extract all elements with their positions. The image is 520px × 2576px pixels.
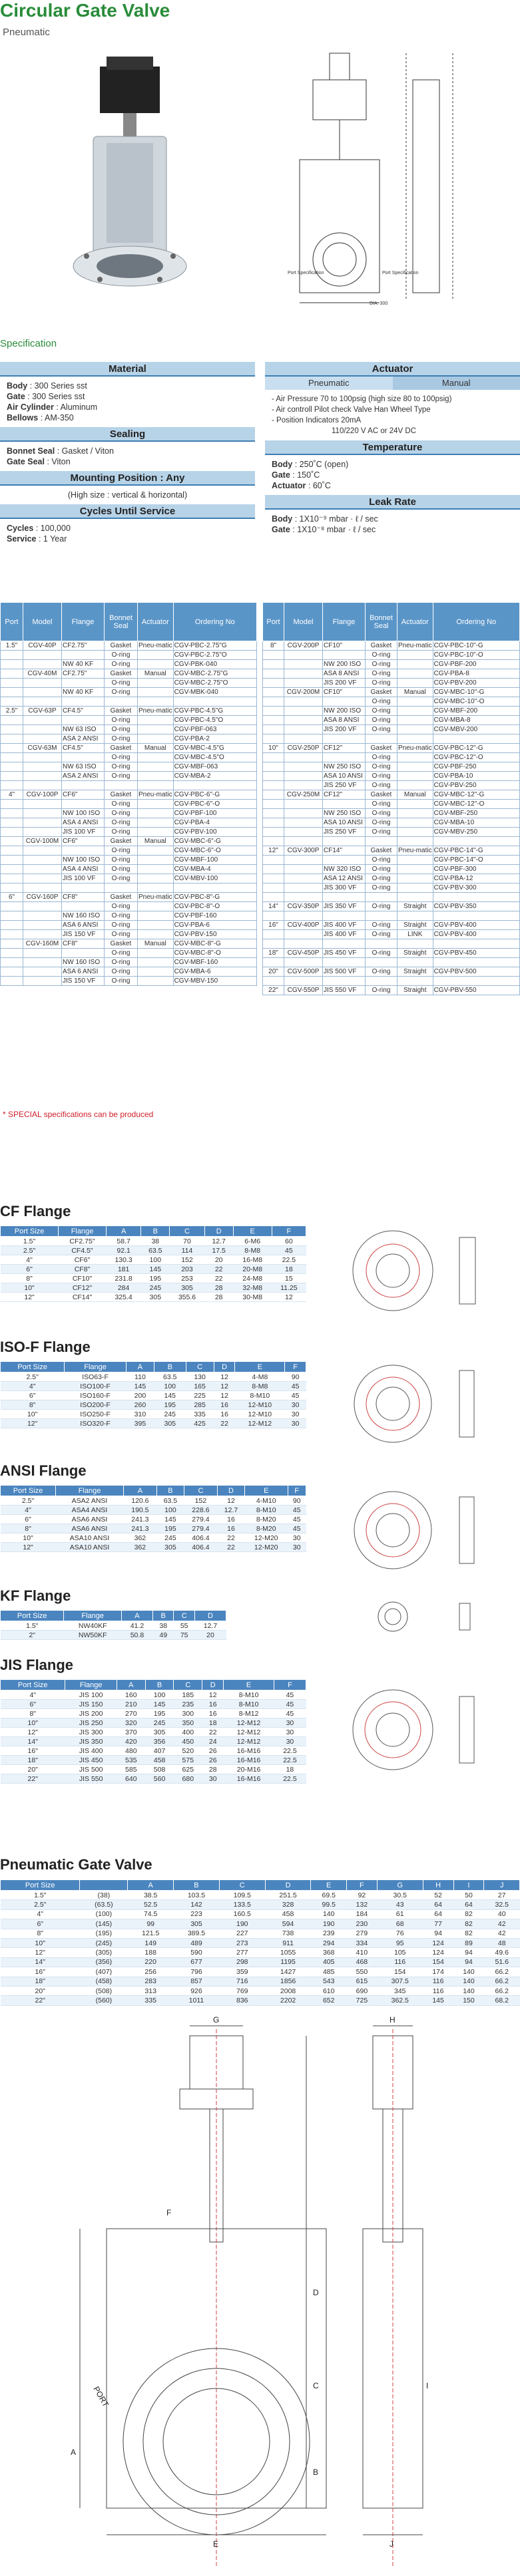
col-bonnet: Bonnet Seal <box>105 603 138 641</box>
cf-header: Port Size <box>1 1226 59 1237</box>
order-row: NW 63 ISO O-ring CGV-MBF-063 <box>1 762 257 772</box>
order-row: ASA 6 ANSI O-ring CGV-MBA-6 <box>1 967 257 977</box>
leak-list: Body : 1X10⁻⁹ mbar · ℓ / sec Gate : 1X10⁻⁸ mbar · ℓ / sec <box>272 514 378 534</box>
order-row <box>263 734 520 744</box>
table-row: 8" CF10" 231.8 195 253 22 24-M8 15 <box>1 1274 306 1283</box>
order-row: JIS 150 VF O-ring CGV-MBV-150 <box>1 977 257 986</box>
order-row: JIS 400 VF O-ring LINK CGV-PBV-400 <box>263 930 520 939</box>
jis-header: F <box>274 1680 306 1690</box>
table-row: 12" JIS 300 370 305 400 22 12-M12 30 <box>1 1728 306 1737</box>
pgv-header: D <box>265 1880 311 1891</box>
table-row: 2" NW50KF 50.8 49 75 20 <box>1 1631 226 1640</box>
jis-header: Port Size <box>1 1680 65 1690</box>
table-row: 10" JIS 250 320 245 350 18 12-M12 30 <box>1 1718 306 1728</box>
order-row: O-ring CGV-MBC-4.5"O <box>1 753 257 762</box>
table-row: 8" JIS 200 270 195 300 16 8-M12 45 <box>1 1709 306 1718</box>
iso-header: B <box>154 1362 186 1372</box>
order-row <box>263 977 520 986</box>
jis-header: A <box>117 1680 145 1690</box>
order-row: NW 160 ISO O-ring CGV-PBF-160 <box>1 911 257 921</box>
ansi-header: B <box>156 1486 184 1496</box>
ansi-header: D <box>217 1486 244 1496</box>
pgv-header: E <box>311 1880 347 1891</box>
order-row: NW 40 KF O-ring CGV-MBK-040 <box>1 688 257 697</box>
spec-right-column <box>265 362 520 539</box>
jis-table <box>0 1679 306 1784</box>
ansi-header: F <box>288 1486 306 1496</box>
cf-header: D <box>204 1226 233 1237</box>
table-row: 2.5" ISO63-F 110 63.5 130 12 4-M8 90 <box>1 1372 306 1382</box>
order-row: CGV-100M CF6" Gasket Manual CGV-MBC-6"-G <box>1 837 257 846</box>
order-row <box>263 837 520 846</box>
order-row: NW 250 ISO O-ring CGV-MBF-250 <box>263 809 520 818</box>
order-row: NW 250 ISO O-ring CGV-PBF-250 <box>263 762 520 772</box>
col-model: Model <box>23 603 62 641</box>
order-row: O-ring CGV-MBC-8"-O <box>1 949 257 958</box>
jis-header: B <box>145 1680 174 1690</box>
actuator-title: Actuator <box>265 362 520 377</box>
order-row <box>263 939 520 949</box>
kf-title: KF Flange <box>0 1587 71 1604</box>
kf-header: Flange <box>64 1611 121 1621</box>
col-port: Port <box>1 603 23 641</box>
table-row: 6" ASA6 ANSI 241.3 145 279.4 16 8-M20 45 <box>1 1515 306 1524</box>
order-row: NW 320 ISO O-ring CGV-PBF-300 <box>263 865 520 874</box>
dim-g: G <box>213 2016 220 2024</box>
order-row: O-ring CGV-PBC-8"-O <box>1 902 257 911</box>
order-row: O-ring CGV-PBC-2.75"O <box>1 651 257 660</box>
kf-header: Port Size <box>1 1611 64 1621</box>
jis-title: JIS Flange <box>0 1657 74 1673</box>
iso-title: ISO-F Flange <box>0 1339 91 1355</box>
col-actuator: Actuator <box>138 603 174 641</box>
sealing-title: Sealing <box>0 427 255 442</box>
page-subtitle: Pneumatic <box>3 27 50 38</box>
table-row: 12" ISO320-F 395 305 425 22 12-M12 30 <box>1 1419 306 1428</box>
table-row: 10" ISO250-F 310 245 335 16 12-M10 30 <box>1 1410 306 1419</box>
spec-heading: Specification <box>0 338 57 349</box>
table-row: 8" ISO200-F 260 195 285 16 12-M10 30 <box>1 1400 306 1410</box>
order-row: O-ring CGV-PBC-12"-O <box>263 753 520 762</box>
order-row: 16" CGV-400P JIS 400 VF O-ring Straight CGV-PBV-400 <box>263 921 520 930</box>
pgv-header <box>80 1880 128 1891</box>
jis-header: E <box>224 1680 274 1690</box>
order-row: O-ring CGV-PBC-4.5"O <box>1 716 257 725</box>
leak-title: Leak Rate <box>265 495 520 510</box>
order-row: CGV-250M CF12" Gasket Manual CGV-MBC-12"-G <box>263 790 520 800</box>
dim-h: H <box>390 2016 395 2024</box>
table-row: 10" CF12" 284 245 305 28 32-M8 11.25 <box>1 1283 306 1293</box>
temperature-list: Body : 250˚C (open) Gate : 150˚C Actuator : 60˚C <box>272 460 349 490</box>
order-row: 8" CGV-200P CF10" Gasket Pneu-matic CGV-PBC-10"-G <box>263 641 520 651</box>
dim-j: J <box>390 2539 393 2549</box>
table-row: 16" JIS 400 480 407 520 26 16-M16 22.5 <box>1 1746 306 1756</box>
page-title: Circular Gate Valve <box>0 0 170 21</box>
order-row: 14" CGV-350P JIS 350 VF O-ring Straight CGV-PBV-350 <box>263 902 520 911</box>
order-row: ASA 2 ANSI O-ring CGV-PBA-2 <box>1 734 257 744</box>
iso-header: A <box>126 1362 154 1372</box>
order-row: JIS 300 VF O-ring CGV-PBV-300 <box>263 884 520 893</box>
order-row: ASA 4 ANSI O-ring CGV-PBA-4 <box>1 818 257 828</box>
order-row: CGV-160M CF8" Gasket Manual CGV-MBC-8"-G <box>1 939 257 949</box>
pgv-header: C <box>219 1880 265 1891</box>
dim-b: B <box>313 2468 319 2477</box>
kf-header: D <box>194 1611 226 1621</box>
cf-header: B <box>141 1226 170 1237</box>
order-row: NW 63 ISO O-ring CGV-PBF-063 <box>1 725 257 734</box>
kf-table <box>0 1610 226 1640</box>
iso-table <box>0 1361 306 1428</box>
table-row: 22" JIS 550 640 560 680 30 16-M16 22.5 <box>1 1774 306 1784</box>
pgv-header: H <box>423 1880 453 1891</box>
ansi-flange-drawing <box>354 1492 474 1569</box>
ansi-header: Flange <box>56 1486 124 1496</box>
pgv-header: I <box>453 1880 484 1891</box>
table-row: 16" (407) 256 796 359 1427 485 550 154 174 140 66.2 <box>1 1967 520 1977</box>
table-row: 4" (100) 74.5 223 160.5 458 140 184 61 64 82 40 <box>1 1909 520 1919</box>
pgv-header: F <box>346 1880 377 1891</box>
order-row: NW 100 ISO O-ring CGV-PBF-100 <box>1 809 257 818</box>
dim-e: E <box>213 2539 219 2549</box>
jis-flange-drawing <box>353 1690 474 1770</box>
iso-flange-drawing <box>354 1365 474 1442</box>
table-row: 18" (458) 283 857 716 1856 543 615 307.5 116 140 66.2 <box>1 1977 520 1986</box>
order-row <box>1 697 257 707</box>
table-row: 18" JIS 450 535 458 575 26 16-M16 22.5 <box>1 1756 306 1765</box>
dia-label: DIA. 300 <box>370 301 388 306</box>
actuator-list: - Air Pressure 70 to 100psig (high size 80 to 100psig) - Air controll Pilot check Valve Han Wheel Type - Position Indicators 20mA 110/220 V AC or 24V DC <box>272 395 452 435</box>
order-row: O-ring CGV-MBC-10"-O <box>263 697 520 707</box>
order-row: O-ring CGV-MBC-12"-O <box>263 800 520 809</box>
material-list: Body : 300 Series sst Gate : 300 Series sst Air Cylinder : Aluminum Bellows : AM-350 <box>7 381 98 422</box>
iso-header: Flange <box>65 1362 127 1372</box>
valve-drawing <box>300 53 453 303</box>
dim-i: I <box>426 2381 429 2390</box>
table-row: 10" (245) 149 489 273 911 294 334 95 124 89 48 <box>1 1938 520 1947</box>
order-row: NW 160 ISO O-ring CGV-MBF-160 <box>1 958 257 967</box>
dim-f: F <box>166 2208 172 2217</box>
order-row: JIS 100 VF O-ring CGV-PBV-100 <box>1 828 257 837</box>
table-row: 4" ISO100-F 145 100 165 12 8-M8 45 <box>1 1382 306 1391</box>
order-row: JIS 100 VF O-ring CGV-MBV-100 <box>1 874 257 884</box>
table-row: 2.5" ASA2 ANSI 120.6 63.5 152 12 4-M10 90 <box>1 1496 306 1506</box>
table-row: 10" ASA10 ANSI 362 245 406.4 22 12-M20 30 <box>1 1533 306 1543</box>
jis-header: D <box>202 1680 224 1690</box>
cf-header: A <box>106 1226 140 1237</box>
temperature-title: Temperature <box>265 440 520 455</box>
order-row: 12" CGV-300P CF14" Gasket Pneu-matic CGV-PBC-14"-G <box>263 846 520 856</box>
col-flange: Flange <box>62 603 105 641</box>
flange-drawings <box>346 1211 513 1843</box>
dim-a: A <box>71 2448 77 2457</box>
pgv-title: Pneumatic Gate Valve <box>0 1856 152 1873</box>
order-row: ASA 2 ANSI O-ring CGV-MBA-2 <box>1 772 257 781</box>
order-row: JIS 200 VF O-ring CGV-MBV-200 <box>263 725 520 734</box>
table-row: 1.5" NW40KF 41.2 38 55 12.7 <box>1 1621 226 1631</box>
table-row: 6" JIS 150 210 145 235 16 8-M10 45 <box>1 1700 306 1709</box>
pgv-table <box>0 1879 520 2006</box>
order-row <box>263 958 520 967</box>
spec-left-column <box>0 362 255 548</box>
mounting-note: (High size : vertical & horizontal) <box>67 490 188 500</box>
port-spec-left: Port Specification <box>288 271 324 275</box>
table-row: 20" (508) 313 926 769 2008 610 690 345 116 140 66.2 <box>1 1986 520 1995</box>
iso-header: C <box>186 1362 214 1372</box>
order-row: 2.5" CGV-63P CF4.5" Gasket Pneu-matic CGV-PBC-4.5"G <box>1 707 257 716</box>
order-row: JIS 250 VF O-ring CGV-MBV-250 <box>263 828 520 837</box>
cf-header: Flange <box>59 1226 107 1237</box>
table-row: 6" ISO160-F 200 145 225 12 8-M10 45 <box>1 1391 306 1400</box>
iso-header: E <box>235 1362 285 1372</box>
order-row: NW 40 KF O-ring CGV-PBK-040 <box>1 660 257 669</box>
ansi-header: A <box>123 1486 156 1496</box>
table-row: 12" CF14" 325.4 305 355.6 28 30-M8 12 <box>1 1293 306 1302</box>
kf-flange-drawing <box>378 1602 470 1631</box>
sealing-list: Bonnet Seal : Gasket / Viton Gate Seal : Viton <box>7 446 114 466</box>
pgv-header: A <box>128 1880 174 1891</box>
order-row: ASA 12 ANSI O-ring CGV-PBA-12 <box>263 874 520 884</box>
kf-header: A <box>121 1611 152 1621</box>
order-row: ASA 8 ANSI O-ring CGV-PBA-8 <box>263 669 520 679</box>
ansi-header: C <box>184 1486 217 1496</box>
order-row: 4" CGV-100P CF6" Gasket Pneu-matic CGV-PBC-6"-G <box>1 790 257 800</box>
port-spec-right: Port Specification <box>382 271 419 275</box>
mounting-title: Mounting Position : Any <box>0 471 255 486</box>
order-row: 1.5" CGV-40P CF2.75" Gasket Pneu-matic CGV-PBC-2.75"G <box>1 641 257 651</box>
order-row: NW 100 ISO O-ring CGV-MBF-100 <box>1 856 257 865</box>
order-row: 6" CGV-160P CF8" Gasket Pneu-matic CGV-PBC-8"-G <box>1 893 257 902</box>
cf-header: E <box>233 1226 272 1237</box>
ordering-table-left <box>0 602 257 986</box>
table-row: 8" (195) 121.5 389.5 227 738 239 279 76 94 82 42 <box>1 1929 520 1938</box>
port-label: PORT <box>91 2384 111 2409</box>
dim-d: D <box>313 2288 319 2297</box>
order-row: O-ring CGV-PBC-10"-O <box>263 651 520 660</box>
ordering-table-right: Port Model Flange Bonnet Seal Actuator Ordering No 8" CGV-200P CF10" Gasket Pneu-matic CGV-PBC-10"-G O-ring CGV-PBC-10"-O NW 200 ISO O-ring CGV-PBF-200 ASA 8 ANSI O-ring CGV-PBA-8 JIS 200 VF O-ring CGV-PBV-200 CGV-200M CF10" Gasket Manual CGV-MBC-10"-G O-ring CGV-MBC-10"-O NW 200 ISO O-ring CGV-MBF-200 ASA 8 ANSI O-ring CGV-MBA-8 JIS 200 VF O-ring CGV-MBV-200 10" CGV-250P CF12" Gasket Pneu-matic CGV-PBC-12"-G O-ring CGV-PBC-12"-O NW 250 ISO O-ring CGV-PBF-250 ASA 10 ANSI O-ring CGV-PBA-10 JIS 250 VF O-ring CGV-PBV-250 CGV-250M CF12" Gasket Manual CGV-MBC-12"-G O-ring CGV-MBC-12"-O NW 250 ISO O-ring CGV-MBF-250 ASA 10 ANSI O-ring CGV-MBA-10 JIS 250 VF O-ring CGV-MBV-250 12" CGV-300P CF14" Gasket Pneu-matic CGV-PBC-14"-G O-ring CGV-PBC-14"-O NW 320 ISO O-ring CGV-PBF-300 ASA 12 ANSI O-ring CGV-PBA-12 JIS 300 VF O-ring CGV-PBV-300 14" CGV-350P JIS 350 VF O-ring Straight CGV-PBV-350 16" CGV-400P JIS 400 VF O-ring Straight CGV-PBV-400 JIS 400 VF O-ring LINK CGV-PBV-400 18" CGV-450P JIS 450 VF O-ring Straight CGV-PBV-450 20" CGV-500P JIS 500 VF O-ring Straight CGV-PBV-500 22" CGV-550P JIS 550 VF O-ring Straight CGV-PBV-550 <box>262 602 520 995</box>
table-row: 6" (145) 99 305 190 594 190 230 68 77 82 42 <box>1 1919 520 1929</box>
order-row: JIS 150 VF O-ring CGV-PBV-150 <box>1 930 257 939</box>
table-row: 2.5" CF4.5" 92.1 63.5 114 17.5 8-M8 45 <box>1 1246 306 1255</box>
cf-header: F <box>272 1226 306 1237</box>
table-row: 4" CF6" 130.3 100 152 20 16-M8 22.5 <box>1 1255 306 1265</box>
jis-header: C <box>174 1680 202 1690</box>
order-row: 10" CGV-250P CF12" Gasket Pneu-matic CGV-PBC-12"-G <box>263 744 520 753</box>
order-row <box>263 893 520 902</box>
order-row <box>1 884 257 893</box>
table-row: 14" (356) 220 677 298 1195 405 468 116 154 94 51.6 <box>1 1957 520 1967</box>
order-row: ASA 10 ANSI O-ring CGV-MBA-10 <box>263 818 520 828</box>
ansi-title: ANSI Flange <box>0 1462 87 1479</box>
actuator-pneumatic: Pneumatic <box>265 377 393 390</box>
order-row: O-ring CGV-PBC-14"-O <box>263 856 520 865</box>
order-row: NW 200 ISO O-ring CGV-MBF-200 <box>263 707 520 716</box>
iso-header: Port Size <box>1 1362 65 1372</box>
gate-valve-drawing <box>0 2016 520 2575</box>
cycles-title: Cycles Until Service <box>0 504 255 519</box>
order-row <box>263 911 520 921</box>
table-row: 1.5" CF2.75" 58.7 38 70 12.7 6-M6 60 <box>1 1237 306 1246</box>
dim-c: C <box>313 2381 319 2390</box>
table-row: 1.5" (38) 38.5 103.5 109.5 251.5 69.5 92 30.5 52 50 27 <box>1 1891 520 1900</box>
order-row: JIS 250 VF O-ring CGV-PBV-250 <box>263 781 520 790</box>
table-row: 12" ASA10 ANSI 362 305 406.4 22 12-M20 30 <box>1 1543 306 1552</box>
table-row: 14" JIS 350 420 356 450 24 12-M12 30 <box>1 1737 306 1746</box>
pgv-header: Port Size <box>1 1880 80 1891</box>
order-row: ASA 6 ANSI O-ring CGV-PBA-6 <box>1 921 257 930</box>
cf-title: CF Flange <box>0 1203 71 1219</box>
col-ordering: Ordering No <box>173 603 256 641</box>
hero-figure <box>0 40 520 319</box>
table-row: 12" (305) 188 590 277 1055 368 410 105 124 94 49.6 <box>1 1948 520 1957</box>
table-row: 4" JIS 100 160 100 185 12 8-M10 45 <box>1 1690 306 1700</box>
ansi-header: Port Size <box>1 1486 56 1496</box>
order-row: ASA 8 ANSI O-ring CGV-MBA-8 <box>263 716 520 725</box>
order-row <box>1 781 257 790</box>
order-row: CGV-63M CF4.5" Gasket Manual CGV-MBC-4.5"G <box>1 744 257 753</box>
ansi-table <box>0 1485 306 1552</box>
kf-header: C <box>174 1611 194 1621</box>
cf-header: C <box>170 1226 204 1237</box>
table-row: 20" JIS 500 585 508 625 28 20-M16 18 <box>1 1765 306 1774</box>
order-row: ASA 4 ANSI O-ring CGV-MBA-4 <box>1 865 257 874</box>
cycles-list: Cycles : 100,000 Service : 1 Year <box>7 524 71 544</box>
order-row: ASA 10 ANSI O-ring CGV-PBA-10 <box>263 772 520 781</box>
pgv-header: B <box>174 1880 220 1891</box>
order-row: CGV-40M CF2.75" Gasket Manual CGV-MBC-2.75"G <box>1 669 257 679</box>
table-row: 22" (560) 335 1011 836 2202 652 725 362.5 145 150 68.2 <box>1 1996 520 2005</box>
order-row: O-ring CGV-MBC-6"-O <box>1 846 257 856</box>
kf-header: B <box>152 1611 173 1621</box>
cf-flange-drawing <box>353 1231 475 1311</box>
order-row: O-ring CGV-PBC-6"-O <box>1 800 257 809</box>
table-row: 4" ASA4 ANSI 190.5 100 228.6 12.7 8-M10 45 <box>1 1506 306 1515</box>
ansi-header: E <box>244 1486 288 1496</box>
material-title: Material <box>0 362 255 377</box>
cf-table <box>0 1225 306 1302</box>
iso-header: D <box>214 1362 235 1372</box>
table-row: 6" CF8" 181 145 203 22 20-M8 18 <box>1 1265 306 1274</box>
special-note: * SPECIAL specifications can be produced <box>3 1110 154 1119</box>
valve-illustration <box>0 40 520 319</box>
table-row: 8" ASA6 ANSI 241.3 195 279.4 16 8-M20 45 <box>1 1524 306 1533</box>
table-row: 2.5" (63.5) 52.5 142 133.5 328 99.5 132 43 64 64 32.5 <box>1 1900 520 1909</box>
order-row: 22" CGV-550P JIS 550 VF O-ring Straight CGV-PBV-550 <box>263 986 520 995</box>
order-row: CGV-200M CF10" Gasket Manual CGV-MBC-10"-G <box>263 688 520 697</box>
jis-header: Flange <box>65 1680 117 1690</box>
actuator-manual: Manual <box>393 377 520 390</box>
order-row: JIS 200 VF O-ring CGV-PBV-200 <box>263 679 520 688</box>
pgv-header: J <box>484 1880 520 1891</box>
valve-photo <box>73 57 186 286</box>
order-row: NW 200 ISO O-ring CGV-PBF-200 <box>263 660 520 669</box>
order-row: 18" CGV-450P JIS 450 VF O-ring Straight CGV-PBV-450 <box>263 949 520 958</box>
order-row: O-ring CGV-MBC-2.75"O <box>1 679 257 688</box>
pgv-header: G <box>377 1880 423 1891</box>
iso-header: F <box>285 1362 306 1372</box>
order-row: 20" CGV-500P JIS 500 VF O-ring Straight CGV-PBV-500 <box>263 967 520 977</box>
